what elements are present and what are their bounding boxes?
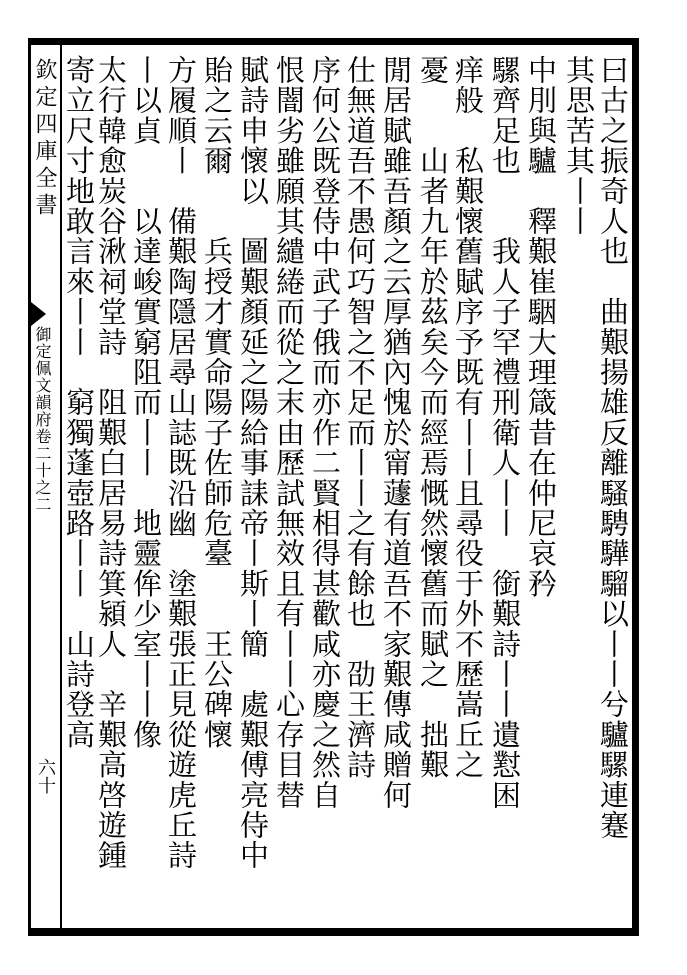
text-column-4: 騾齊足也 我人子罕禮刑衛人丨丨 銜艱詩丨丨遺懟困 [488,55,522,810]
left-border-rule [28,38,31,936]
text-column-5: 痒般 私艱懷舊賦序予既有丨丨且尋役于外不歷嵩丘之 [451,55,485,780]
margin-page-number: 六十 [35,758,56,794]
bottom-border-rule [28,928,639,936]
text-column-10: 恨闇劣雖願其繾綣而從之末由歷試無效且有丨丨心存目替 [272,55,306,810]
margin-volume-title: 御定佩文韻府卷二十之二 [33,326,52,513]
text-column-9: 序何公既登侍中武子俄而亦作二賢相得甚歡咸亦慶之然自 [308,55,342,810]
text-column-6: 憂 山者九年於茲矣今而經焉慨然懷舊而賦之 拙艱 [416,55,450,780]
text-column-11: 賦詩申懷以 圖艱顏延之陽給事誄帝丨斯丨簡 處艱傅亮侍中 [236,55,270,871]
text-column-14: 丨以貞 以達峻實窮阻而丨丨 地靈侔少室丨丨像 [129,55,163,750]
text-column-7: 閒居賦雖吾顏之云厚猶內愧於甯蘧有道吾不家艱傳咸贈何 [379,55,413,810]
text-column-1: 曰古之振奇人也 曲艱揚雄反離騷騁驊騮以丨丨兮驢騾連蹇 [596,55,630,841]
text-column-12: 貽之云爾 兵授才實命陽子佐師危臺 王公碑懷 [200,55,234,750]
text-column-8: 仕無道吾不愚何巧智之不足而丨丨之有餘也 劭王濟詩 [343,55,377,780]
margin-book-title: 欽定四庫全書 [32,58,57,220]
text-column-15: 太行韓愈炭谷湫祠堂詩 阻艱白居易詩箕潁人 辛艱高啓遊鍾 [94,55,128,871]
text-column-13: 方履順丨 備艱陶隱居尋山誌既沿幽 塗艱張正見從遊虎丘詩 [164,55,198,871]
text-column-3: 中刖與驢 釋艱崔駰大理箴昔在仲尼哀矜 [524,55,558,599]
fish-tail-mark [31,302,46,326]
right-border-rule [632,38,639,936]
text-column-2: 其思苦其丨丨 [562,55,596,267]
top-border-rule [28,38,639,45]
text-column-16: 寄立尺寸地敢言來丨丨 窮獨蓬壺路丨丨 山詩登高 [62,55,96,750]
